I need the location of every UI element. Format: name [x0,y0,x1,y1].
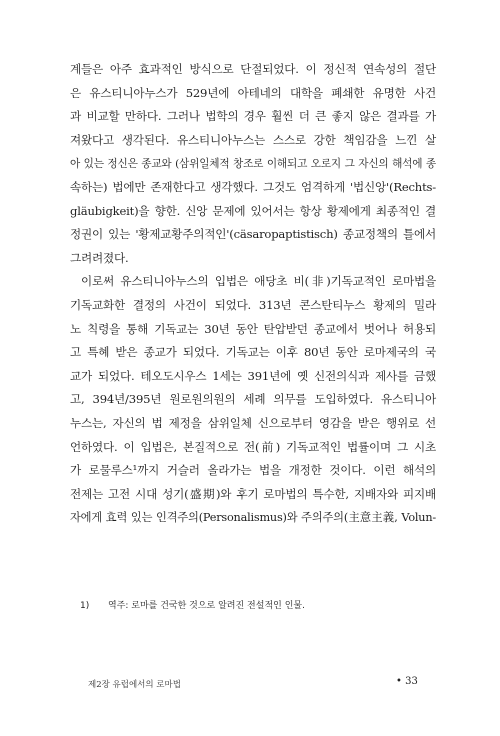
text-line: 정권이 있는 '황제교황주의적인'(cäsaropaptistisch) 종교정책의 틀에서 [70,227,436,242]
text-line: 누스는, 자신의 법 제정을 삼위일체 신으로부터 영감을 받은 행위로 선 [70,415,436,430]
text-line: 교가 되었다. 테오도시우스 1세는 391년에 옛 신전의식과 제사를 금했 [70,368,436,383]
text-line: 속하는) 법에만 존재한다고 생각했다. 그것도 엄격하게 '법신앙'(Rechts- [70,179,436,194]
text-line: 언하였다. 이 입법은, 본질적으로 전(前) 기독교적인 법률이며 그 시초 [70,439,436,454]
text-line: 노 칙령을 통해 기독교는 30년 동안 탄압받던 종교에서 벗어나 허용되 [70,321,436,336]
text-line: 져왔다고 생각된다. 유스티니아누스는 스스로 강한 책임감을 느낀 살 [70,132,436,147]
text-line: 고 특혜 받은 종교가 되었다. 기독교는 이후 80년 동안 로마제국의 국 [70,345,436,360]
footnote [80,598,305,611]
text-line: 기독교화한 결정의 사건이 되었다. 313년 콘스탄티누스 황제의 밀라 [70,297,436,312]
footnote-text: 역주: 로마를 건국한 것으로 알려진 전설적인 인물. [108,601,305,611]
text-line: gläubigkeit)을 향한. 신앙 문제에 있어서는 항상 황제에게 최종적인 결 [70,203,436,218]
text-line: 계들은 아주 효과적인 방식으로 단절되었다. 이 정신적 연속성의 절단 [70,62,436,76]
footnote-number: 1) [80,601,90,611]
text-line: 가 로물루스¹까지 거슬러 올라가는 법을 개정한 것이다. 이런 해석의 [70,463,436,478]
text-line: 이로써 유스티니아누스의 입법은 애당초 비(非)기독교적인 로마법을 [81,274,436,289]
running-footer-chapter: 제2장 유럽에서의 로마법 [88,680,181,690]
text-line: 은 유스티니아누스가 529년에 아테네의 대학을 폐쇄한 유명한 사건 [70,85,436,100]
page-number: • 33 [396,676,418,687]
text-line: 전제는 고전 시대 성기(盛期)와 후기 로마법의 특수한, 지배자와 피지배 [70,486,436,501]
text-line: 자에게 효력 있는 인격주의(Personalismus)와 주의주의(主意主義, Volun- [70,511,436,525]
text-line: 과 비교할 만하다. 그러나 법학의 경우 훨씬 더 큰 좋지 않은 결과를 가 [70,109,436,124]
text-line: 아 있는 정신은 종교와 (삼위일체적 창조로 이해되고 오로지 그 자신의 해석에 종 [70,157,436,171]
text-line: 고, 394년/395년 원로원의원의 세례 의무를 도입하였다. 유스티니아 [70,392,436,407]
text-line: 그려려졌다. [70,250,129,265]
body-text [70,58,436,530]
